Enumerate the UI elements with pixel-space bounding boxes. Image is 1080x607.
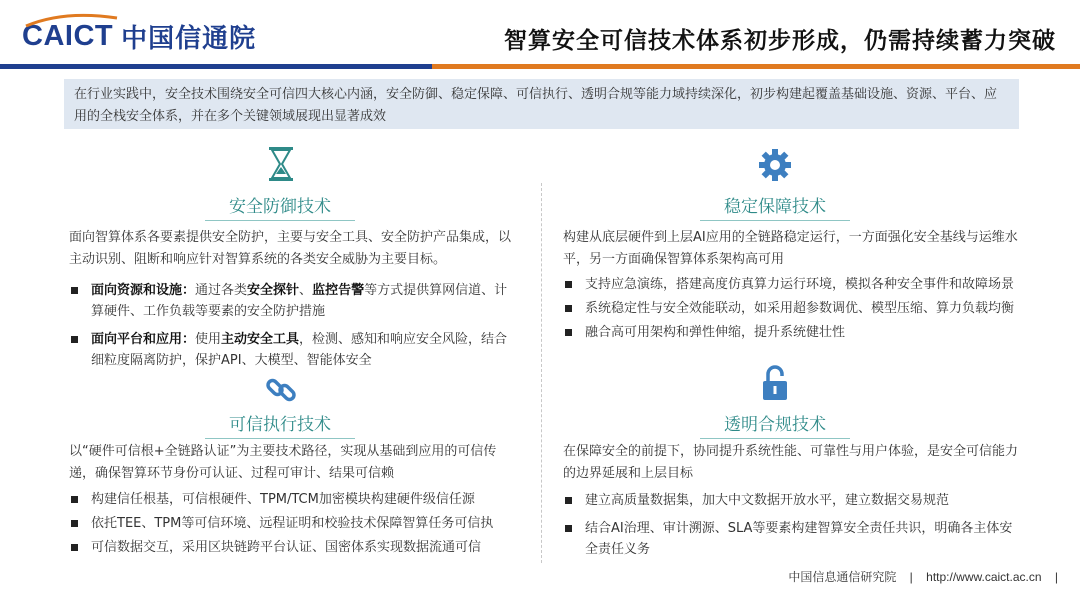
list-item: [563, 274, 1038, 295]
bullet-square-icon: [71, 520, 78, 527]
gear-icon: [758, 148, 792, 182]
intro-summary: 在行业实践中，安全技术围绕安全可信四大核心内涵，安全防御、稳定保障、可信执行、透明合规等能力域持续深化，初步构建起覆盖基础设施、资源、平台、应用的全栈安全体系，并在多个关键领域展现出显著成效: [64, 79, 1019, 129]
section-title-stability: 稳定保障技术: [700, 192, 850, 221]
list-item: [563, 490, 1018, 511]
footer-url[interactable]: http://www.caict.ac.cn: [926, 570, 1042, 584]
bullet-text: 使用: [195, 332, 222, 347]
bullet-square-icon: [71, 287, 78, 294]
bullet-square-icon: [565, 329, 572, 336]
bullet-square-icon: [565, 305, 572, 312]
footer-org: 中国信息通信研究院: [788, 570, 897, 584]
column-divider: [541, 183, 542, 563]
bullet-text: 融合高可用架构和弹性伸缩，提升系统健壮性: [585, 325, 846, 340]
bullet-square-icon: [565, 281, 572, 288]
bullet-list-stability: [563, 274, 1038, 343]
list-item: [69, 513, 529, 534]
bullet-square-icon: [71, 336, 78, 343]
unlock-icon: [762, 365, 788, 401]
section-title-defense: 安全防御技术: [205, 192, 355, 221]
bullet-emphasis: 安全探针: [247, 283, 300, 298]
bullet-text: 结合AI治理、审计溯源、SLA等要素构建智算安全责任共识，明确各主体安全责任义务: [585, 521, 1013, 557]
bullet-text: 建立高质量数据集，加大中文数据开放水平，建立数据交易规范: [585, 493, 950, 508]
list-item: [563, 298, 1038, 319]
footer-separator: |: [909, 570, 913, 584]
section-title-compliance: 透明合规技术: [700, 410, 850, 439]
bullet-emphasis: 主动安全工具: [221, 332, 300, 347]
bullet-emphasis: 监控告警: [312, 283, 365, 298]
bullet-list-trusted: [69, 489, 529, 558]
list-item: [69, 329, 519, 371]
bullet-square-icon: [565, 497, 572, 504]
list-item: [563, 518, 1018, 560]
bullet-text: 可信数据交互，采用区块链跨平台认证、国密体系实现数据流通可信: [91, 540, 482, 555]
list-item: [563, 322, 1038, 343]
link-icon: [264, 373, 298, 407]
bullet-text: 构建信任根基，可信根硬件、TPM/TCM加密模块构建硬件级信任源: [91, 492, 475, 507]
caict-logo: [22, 18, 256, 55]
logo-swoosh-icon: [24, 12, 119, 28]
footer: [788, 568, 1058, 585]
logo-text-en: CAICT: [22, 20, 114, 52]
bullet-square-icon: [565, 525, 572, 532]
bullet-text: ，检测、感知和响应安全风险，结合细粒度隔离防护，保护API、大模型、智能体安全: [91, 332, 508, 368]
bullet-text: 、: [299, 283, 313, 298]
footer-separator: |: [1054, 570, 1058, 584]
bullet-square-icon: [71, 496, 78, 503]
bullet-lead: 面向资源和设施：: [91, 283, 196, 298]
hourglass-icon: [268, 146, 294, 182]
bullet-square-icon: [71, 544, 78, 551]
section-desc-stability: 构建从底层硬件到上层AI应用的全链路稳定运行，一方面强化安全基线与运维水平，另一方面确保智算体系架构高可用: [563, 230, 1018, 267]
header: [0, 0, 1080, 70]
list-item: [69, 489, 529, 510]
bullet-lead: 面向平台和应用：: [91, 332, 196, 347]
section-desc-compliance: 在保障安全的前提下，协同提升系统性能、可靠性与用户体验，是安全可信能力的边界延展和上层目标: [563, 444, 1019, 481]
section-title-trusted: 可信执行技术: [205, 410, 355, 439]
logo-text-cn: 中国信通院: [121, 24, 257, 54]
list-item: [69, 280, 519, 322]
bullet-text: 通过各类: [195, 283, 248, 298]
section-desc-trusted: 以“硬件可信根+全链路认证”为主要技术路径，实现从基础到应用的可信传递，确保智算环节身份可认证、过程可审计、结果可信赖: [69, 444, 497, 481]
bullet-text: 依托TEE、TPM等可信环境、远程证明和校验技术保障智算任务可信执: [91, 516, 494, 531]
bullet-text: 支持应急演练，搭建高度仿真算力运行环境，模拟各种安全事件和故障场景: [585, 277, 1015, 292]
list-item: [69, 537, 529, 558]
bullet-text: 系统稳定性与安全效能联动，如采用超参数调优、模型压缩、算力负载均衡: [585, 301, 1015, 316]
header-divider-bar: [0, 64, 1080, 69]
bullet-list-compliance: [563, 490, 1018, 560]
bullet-list-defense: [69, 280, 519, 371]
bullet-text: 等方式提供算网信道、计算硬件、工作负载等要素的安全防护措施: [91, 283, 508, 319]
page-title: 智算安全可信技术体系初步形成，仍需持续蓄力突破: [504, 28, 1056, 54]
section-desc-defense: 面向智算体系各要素提供安全防护，主要与安全工具、安全防护产品集成，以主动识别、阻断和响应针对智算系统的各类安全威胁为主要目标。: [69, 230, 512, 267]
